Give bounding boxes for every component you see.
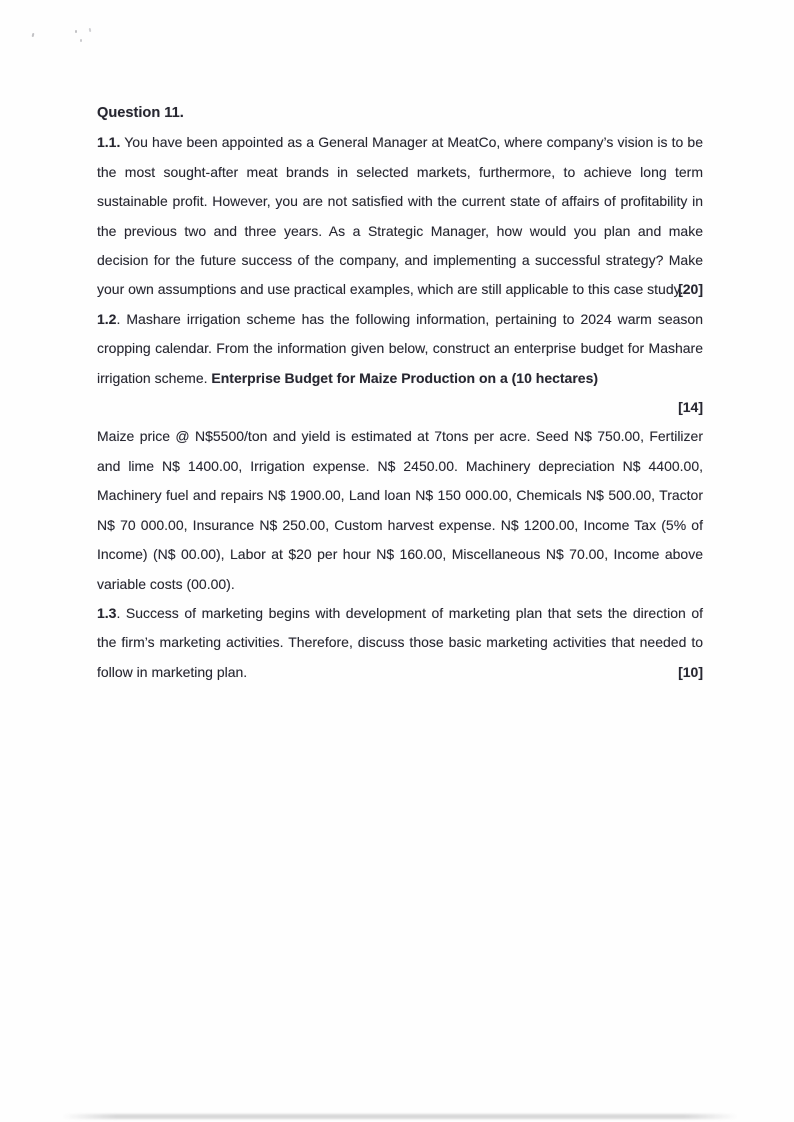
question-1-1-number: 1.1. [97,134,121,151]
question-1-1-text: You have been appointed as a General Manager at MeatCo, where company’s vision is to be the most sought-after meat brands in selected markets, furthermore, to achieve long term sustainable profit. However, you are not satisfied with the current state of affairs of profitability in the previous two and three years. As a Strategic Manager, how would you plan and make decision for the future success of the company, and implementing a successful strategy? Make your own assumptions and use practical examples, which are still applicable to this case study. [97,134,703,298]
question-1-3-number: 1.3 [97,604,117,621]
question-1-1 [97,128,703,304]
question-1-2-text: . Mashare irrigation scheme has the following information, pertaining to 2024 warm season cropping calendar. From the information given below, construct an enterprise budget for Mashare irrigation scheme. [97,310,703,386]
scan-artifact-bottom [62,1114,738,1119]
question-1-2-number: 1.2 [97,310,117,327]
question-1-2-bold-title: Enterprise Budget for Maize Production on a (10 hectares) [211,369,599,386]
scan-speck [75,30,77,33]
scan-speck [32,33,35,37]
question-1-2 [97,305,703,393]
question-1-2-marks: [14] [678,399,703,416]
scan-speck [89,28,92,32]
scan-speck [80,39,82,42]
question-1-3-text: . Success of marketing begins with development of marketing plan that sets the direction of the firm’s marketing activities. Therefore, discuss those basic marketing activities that needed to follow in marketing plan. [97,604,703,680]
question-1-3-marks: [10] [678,663,703,680]
question-heading: Question 11. [97,105,184,121]
question-1-2-details: Maize price @ N$5500/ton and yield is estimated at 7tons per acre. Seed N$ 750.00, Fertilizer and lime N$ 1400.00, Irrigation expense. N$ 2450.00. Machinery depreciation N$ 4400.00, Machinery fuel and repairs N$ 1900.00, Land loan N$ 150 000.00, Chemicals N$ 500.00, Tractor N$ 70 000.00, Insurance N$ 250.00, Custom harvest expense. N$ 1200.00, Income Tax (5% of Income) (N$ 00.00), Labor at $20 per hour N$ 160.00, Miscellaneous N$ 70.00, Income above variable costs (00.00). [97,428,703,592]
question-1-1-marks: [20] [678,281,703,298]
document-content [97,99,703,687]
question-1-3 [97,599,703,687]
